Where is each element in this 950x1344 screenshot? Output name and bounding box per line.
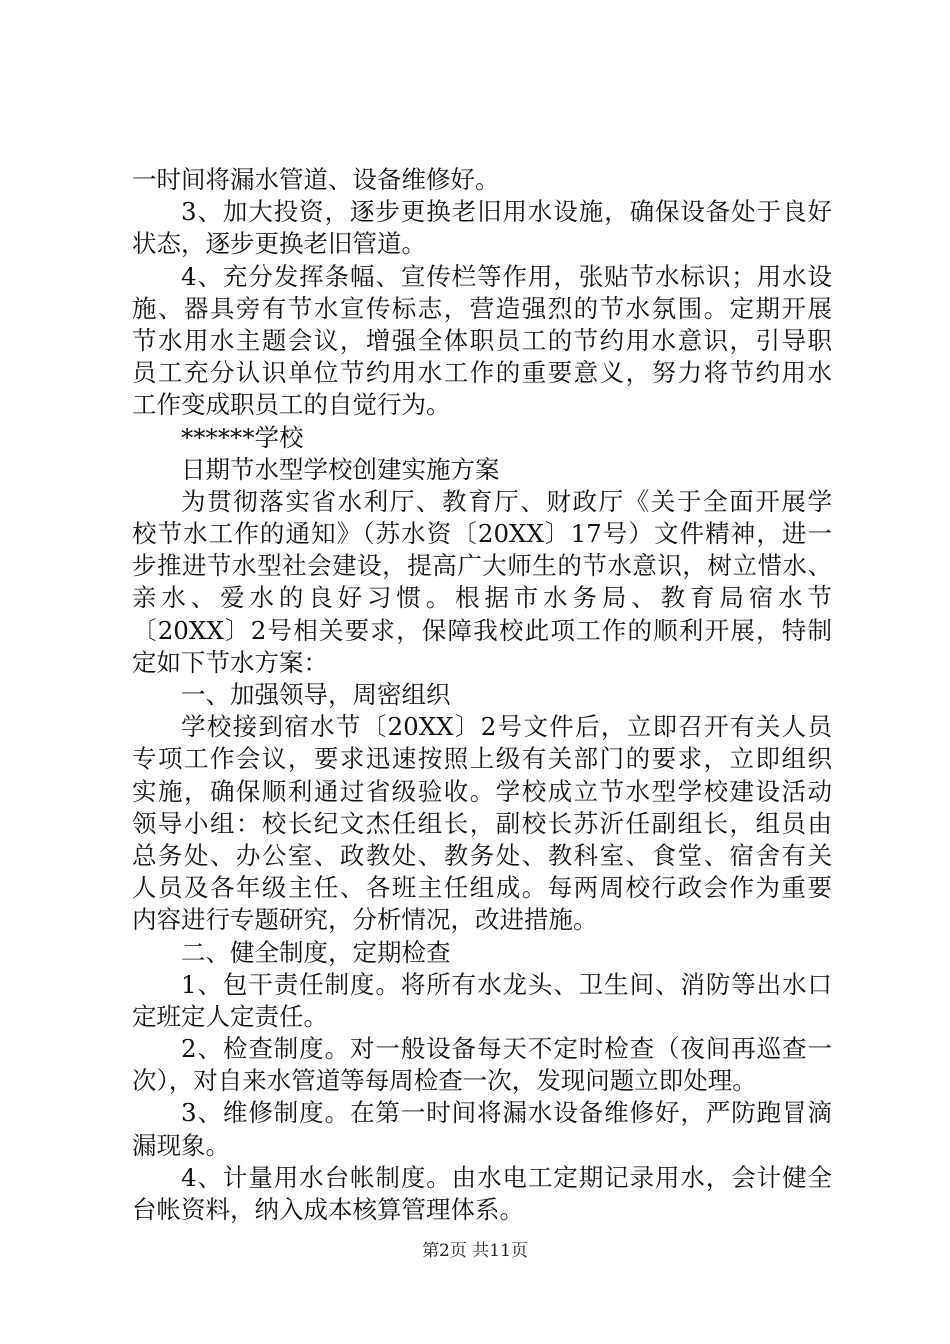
text-line: 步推进节水型社会建设，提高广大师生的节水意识，树立惜水、 bbox=[132, 551, 832, 581]
text-line: 〔20XX〕2号相关要求，保障我校此项工作的顺利开展，特制 bbox=[132, 615, 832, 645]
text-line: 学校接到宿水节〔20XX〕2号文件后，立即召开有关人员 bbox=[181, 712, 832, 742]
text-line: 状态，逐步更换老旧管道。 bbox=[132, 229, 426, 259]
text-line: 次），对自来水管道等每周检查一次，发现问题立即处理。 bbox=[132, 1066, 757, 1096]
text-line: 4、计量用水台帐制度。由水电工定期记录用水，会计健全 bbox=[181, 1162, 832, 1192]
text-line: 4、充分发挥条幅、宣传栏等作用，张贴节水标识；用水设 bbox=[181, 261, 832, 291]
text-line: 定班定人定责任。 bbox=[132, 1001, 328, 1031]
text-line: 日期节水型学校创建实施方案 bbox=[181, 454, 500, 484]
text-line: 漏现象。 bbox=[132, 1130, 230, 1160]
page-number-footer: 第2页 共11页 bbox=[422, 1241, 528, 1261]
text-line: 1、包干责任制度。将所有水龙头、卫生间、消防等出水口 bbox=[181, 969, 832, 999]
text-line: 领导小组：校长纪文杰任组长，副校长苏沂任副组长，组员由 bbox=[132, 808, 832, 838]
text-line: ******学校 bbox=[181, 422, 304, 452]
text-line: 一时间将漏水管道、设备维修好。 bbox=[132, 165, 500, 194]
text-line: 定如下节水方案： bbox=[132, 647, 328, 677]
text-line: 亲水、爱水的良好习惯。根据市水务局、教育局宿水节 bbox=[132, 583, 832, 613]
text-line: 校节水工作的通知》（苏水资〔20XX〕17号）文件精神，进一 bbox=[132, 519, 832, 549]
text-line: 2、检查制度。对一般设备每天不定时检查（夜间再巡查一 bbox=[181, 1034, 832, 1064]
text-line: 台帐资料，纳入成本核算管理体系。 bbox=[132, 1195, 524, 1224]
text-line: 3、加大投资，逐步更换老旧用水设施，确保设备处于良好 bbox=[181, 197, 832, 227]
text-line: 专项工作会议，要求迅速按照上级有关部门的要求，立即组织 bbox=[132, 744, 832, 774]
text-line: 3、维修制度。在第一时间将漏水设备维修好，严防跑冒滴 bbox=[181, 1098, 832, 1128]
text-line: 总务处、办公室、政教处、教务处、教科室、食堂、宿舍有关 bbox=[132, 840, 832, 870]
text-line: 节水用水主题会议，增强全体职员工的节约用水意识，引导职 bbox=[132, 325, 832, 355]
document-body bbox=[132, 164, 832, 1226]
text-line: 一、加强领导，周密组织 bbox=[181, 680, 451, 709]
text-line: 工作变成职员工的自觉行为。 bbox=[132, 390, 451, 420]
text-line: 人员及各年级主任、各班主任组成。每两周校行政会作为重要 bbox=[132, 873, 832, 903]
text-line: 实施，确保顺利通过省级验收。学校成立节水型学校建设活动 bbox=[132, 776, 832, 806]
text-line: 为贯彻落实省水利厅、教育厅、财政厅《关于全面开展学 bbox=[181, 486, 832, 516]
text-line: 员工充分认识单位节约用水工作的重要意义，努力将节约用水 bbox=[132, 358, 832, 388]
text-line: 内容进行专题研究，分析情况，改进措施。 bbox=[132, 905, 598, 935]
text-line: 施、器具旁有节水宣传标志，营造强烈的节水氛围。定期开展 bbox=[132, 293, 832, 323]
text-line: 二、健全制度，定期检查 bbox=[181, 937, 451, 967]
